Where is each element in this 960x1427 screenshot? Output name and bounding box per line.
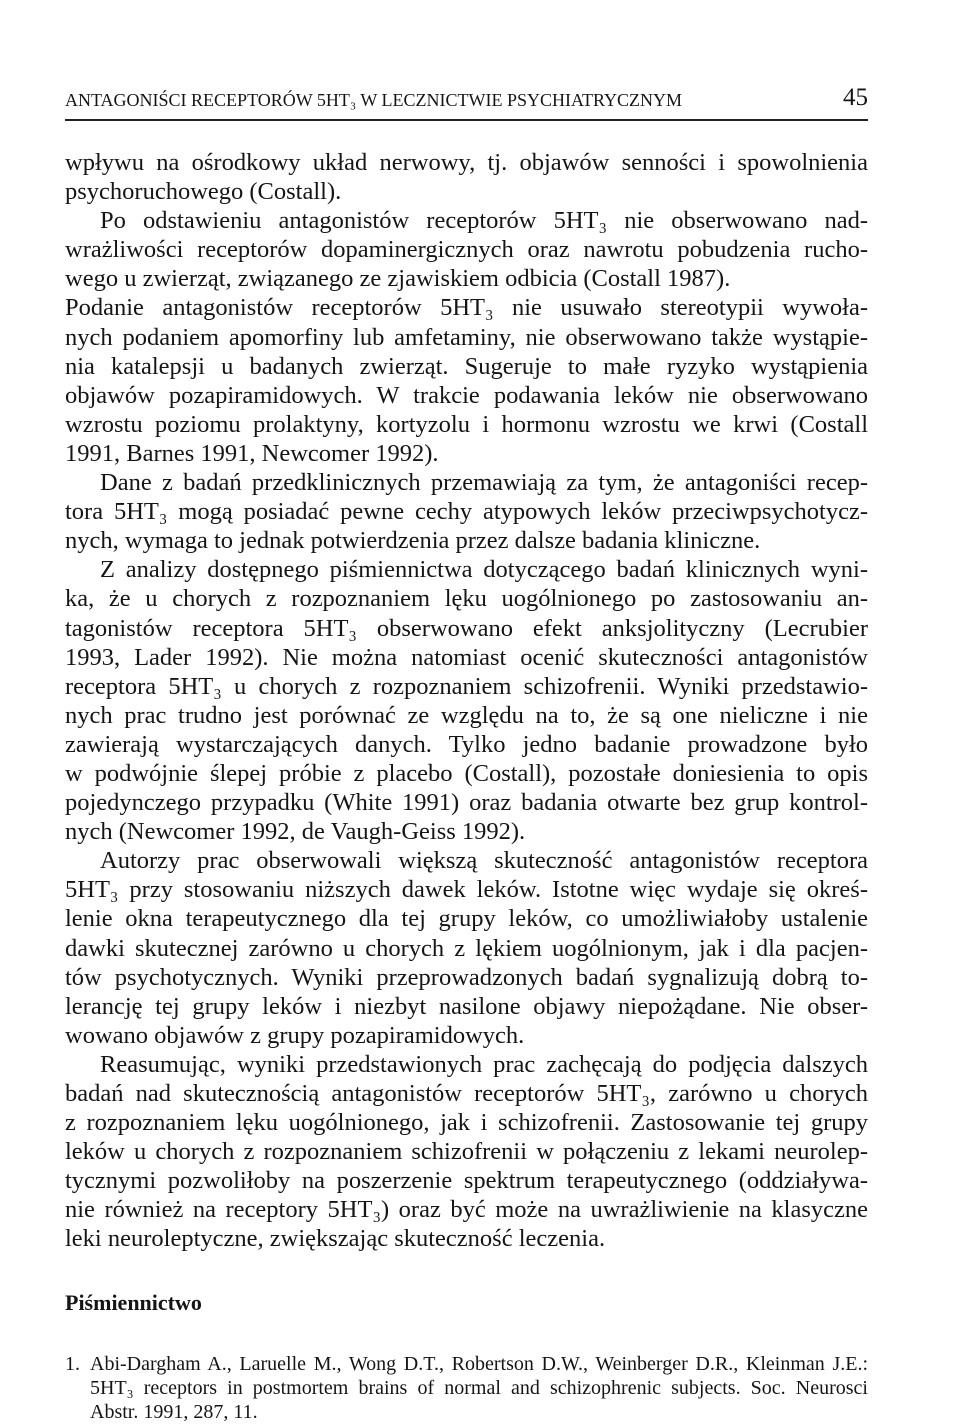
text-line: tycznymi pozwoliłoby na poszerzenie spektrum terapeutycznego (oddziaływa- [65, 1167, 868, 1195]
paragraph [65, 555, 868, 846]
text-line: tora 5HT₃ mogą posiadać pewne cechy atypowych leków przeciwpsychotycz- [65, 498, 868, 526]
text-line: 5HT₃ przy stosowaniu niższych dawek leków. Istotne więc wydaje się okreś- [65, 876, 868, 904]
reference-line: Abstr. 1991, 287, 11. [90, 1401, 258, 1423]
text-line: psychoruchowego (Costall). [65, 178, 342, 206]
text-line: badań nad skutecznością antagonistów receptorów 5HT₃, zarówno u chorych [65, 1080, 868, 1107]
text-line: nych prac trudno jest porównać ze względu na to, że są one nieliczne i nie [65, 701, 868, 729]
text-line: Dane z badań przedklinicznych przemawiają za tym, że antagoniści recep- [100, 469, 868, 497]
paragraph [65, 468, 868, 555]
text-line: wrażliwości receptorów dopaminergicznych oraz nawrotu pobudzenia rucho- [65, 236, 868, 264]
text-line: wzrostu poziomu prolaktyny, kortyzolu i hormonu wzrostu we krwi (Costall [65, 410, 868, 438]
text-line: zawierają wystarczających danych. Tylko jedno badanie prowadzone było [65, 730, 868, 758]
paragraph [65, 846, 868, 1050]
paragraph [65, 206, 868, 293]
text-line: w podwójnie ślepej próbie z placebo (Costall), pozostałe doniesienia to opis [65, 759, 868, 787]
text-line: 1993, Lader 1992). Nie można natomiast ocenić skuteczności antagonistów [65, 643, 868, 671]
text-line: nia katalepsji u badanych zwierząt. Sugeruje to małe ryzyko wystąpienia [65, 352, 868, 380]
reference-text [90, 1352, 868, 1424]
text-line: 1991, Barnes 1991, Newcomer 1992). [65, 439, 439, 467]
paragraph [65, 293, 868, 468]
reference-number: 1. [65, 1353, 80, 1375]
text-line: Po odstawieniu antagonistów receptorów 5HT₃ nie obserwowano nad- [100, 207, 868, 235]
text-line: ka, że u chorych z rozpoznaniem lęku uogólnionego po zastosowaniu an- [65, 585, 868, 613]
text-line: pojedynczego przypadku (White 1991) oraz badania otwarte bez grup kontrol- [65, 789, 868, 817]
text-line: nych (Newcomer 1992, de Vaugh-Geiss 1992). [65, 818, 526, 846]
text-line: leki neuroleptyczne, zwiększając skuteczność leczenia. [65, 1225, 606, 1253]
reference-line: Abi-Dargham A., Laruelle M., Wong D.T., Robertson D.W., Weinberger D.R., Kleinman J.E.: [90, 1353, 868, 1375]
paragraph [65, 1050, 868, 1254]
running-title: ANTAGONIŚCI RECEPTORÓW 5HT₃ W LECZNICTWIE PSYCHIATRYCZNYM [65, 90, 683, 110]
text-line: objawów pozapiramidowych. W trakcie podawania leków nie obserwowano [65, 381, 868, 409]
header-rule [65, 119, 868, 121]
text-line: nych, wymaga to jednak potwierdzenia przez dalsze badania kliniczne. [65, 527, 761, 555]
text-line: leków u chorych z rozpoznaniem schizofrenii w połączeniu z lekami neurolep- [65, 1138, 868, 1166]
text-line: Reasumując, wyniki przedstawionych prac zachęcają do podjęcia dalszych [100, 1050, 868, 1078]
text-line: wego u zwierząt, związanego ze zjawiskiem odbicia (Costall 1987). [65, 265, 731, 293]
text-line: Podanie antagonistów receptorów 5HT₃ nie usuwało stereotypii wywoła- [65, 294, 868, 322]
reference-item [65, 1352, 868, 1424]
text-line: z rozpoznaniem lęku uogólnionego, jak i schizofrenii. Zastosowanie tej grupy [65, 1109, 868, 1137]
text-line: Autorzy prac obserwowali większą skuteczność antagonistów receptora [100, 847, 868, 875]
text-line: nych podaniem apomorfiny lub amfetaminy, nie obserwowano także wystąpie- [65, 323, 868, 351]
body-text [65, 148, 868, 1254]
text-line: dawki skutecznej zarówno u chorych z lękiem uogólnionym, jak i dla pacjen- [65, 934, 868, 962]
text-line: wpływu na ośrodkowy układ nerwowy, tj. objawów senności i spowolnienia [65, 149, 868, 176]
text-line: wowano objawów z grupy pozapiramidowych. [65, 1021, 525, 1049]
reference-line: 5HT₃ receptors in postmortem brains of normal and schizophrenic subjects. Soc. Neurosci [90, 1377, 868, 1399]
text-line: nie również na receptory 5HT₃) oraz być może na uwrażliwienie na klasyczne [65, 1196, 868, 1224]
text-line: Z analizy dostępnego piśmiennictwa dotyczącego badań klinicznych wyni- [100, 556, 868, 584]
text-line: receptora 5HT₃ u chorych z rozpoznaniem schizofrenii. Wyniki przedstawio- [65, 672, 868, 700]
paragraph [65, 148, 868, 206]
text-line: tagonistów receptora 5HT₃ obserwowano efekt anksjolityczny (Lecrubier [65, 614, 868, 642]
references-heading: Piśmiennictwo [65, 1290, 202, 1315]
page-number: 45 [843, 84, 868, 111]
text-line: lerancję tej grupy leków i niezbyt nasilone objawy niepożądane. Nie obser- [65, 992, 868, 1020]
text-line: lenie okna terapeutycznego dla tej grupy leków, co umożliwiałoby ustalenie [65, 905, 868, 933]
text-line: tów psychotycznych. Wyniki przeprowadzonych badań sygnalizują dobrą to- [65, 963, 868, 991]
